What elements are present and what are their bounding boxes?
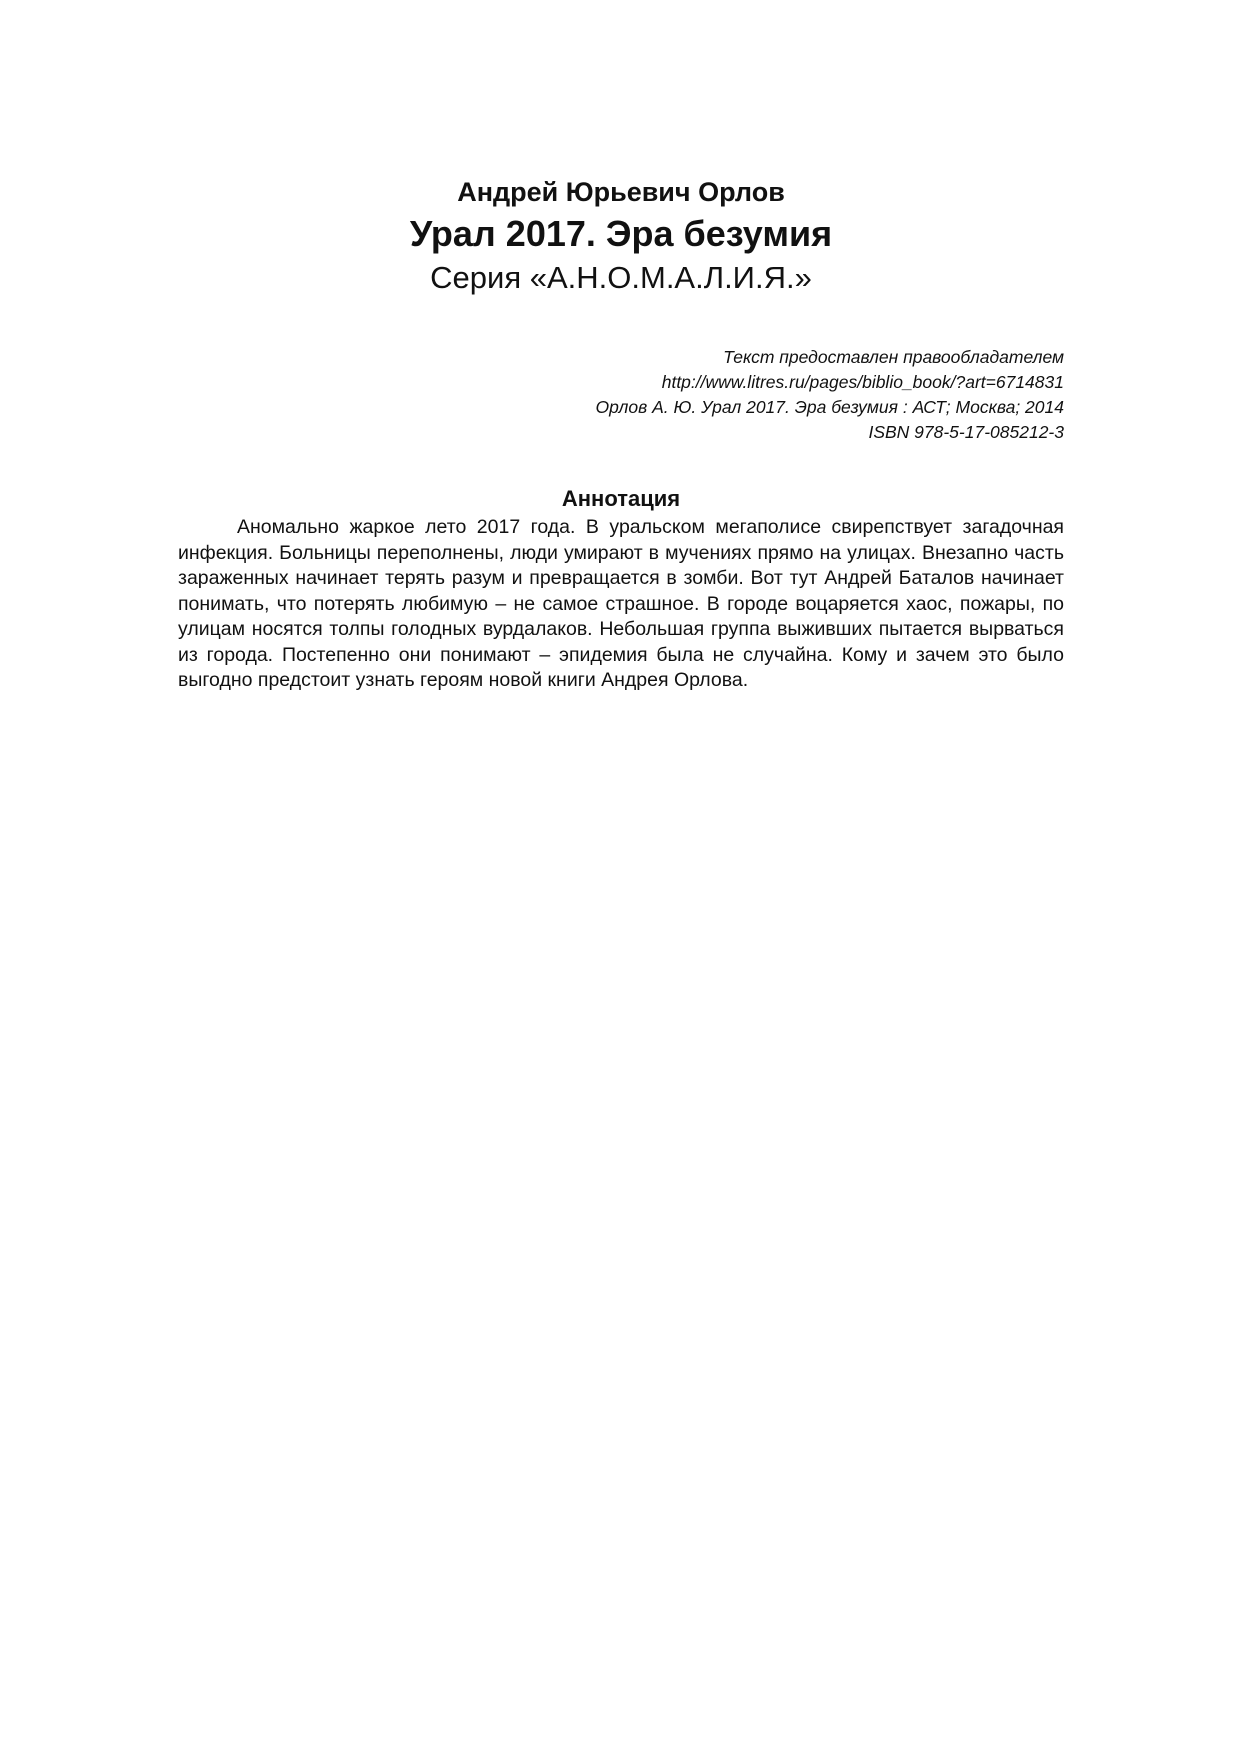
book-author: Андрей Юрьевич Орлов — [457, 177, 785, 207]
bibliographic-citation: Орлов А. Ю. Урал 2017. Эра безумия : АСТ; Москва; 2014 — [595, 397, 1064, 417]
book-series: Серия «А.Н.О.М.А.Л.И.Я.» — [430, 260, 812, 295]
book-title: Урал 2017. Эра безумия — [409, 213, 833, 254]
provider-note: Текст предоставлен правообладателем — [723, 347, 1064, 367]
isbn: ISBN 978-5-17-085212-3 — [868, 422, 1064, 442]
annotation-text: Аномально жаркое лето 2017 года. В уральском мегаполисе свирепствует загадочная инфекция. Больницы переполнены, люди умирают в мучениях прямо на улицах. Внезапно часть зараженных начинает терять разум и превращается в зомби. Вот тут Андрей Баталов начинает понимать, что потерять любимую – не самое страшное. В городе воцаряется хаос, пожары, по улицам носятся толпы голодных вурдалаков. Небольшая группа выживших пытается вырваться из города. Постепенно они понимают – эпидемия была не случайна. Кому и зачем это было выгодно предстоит узнать героям новой книги Андрея Орлова. — [178, 516, 1064, 691]
annotation-heading: Аннотация — [561, 486, 681, 511]
title-block — [178, 172, 1064, 300]
publication-info — [364, 345, 1064, 445]
source-url: http://www.litres.ru/pages/biblio_book/?art=6714831 — [661, 372, 1064, 392]
